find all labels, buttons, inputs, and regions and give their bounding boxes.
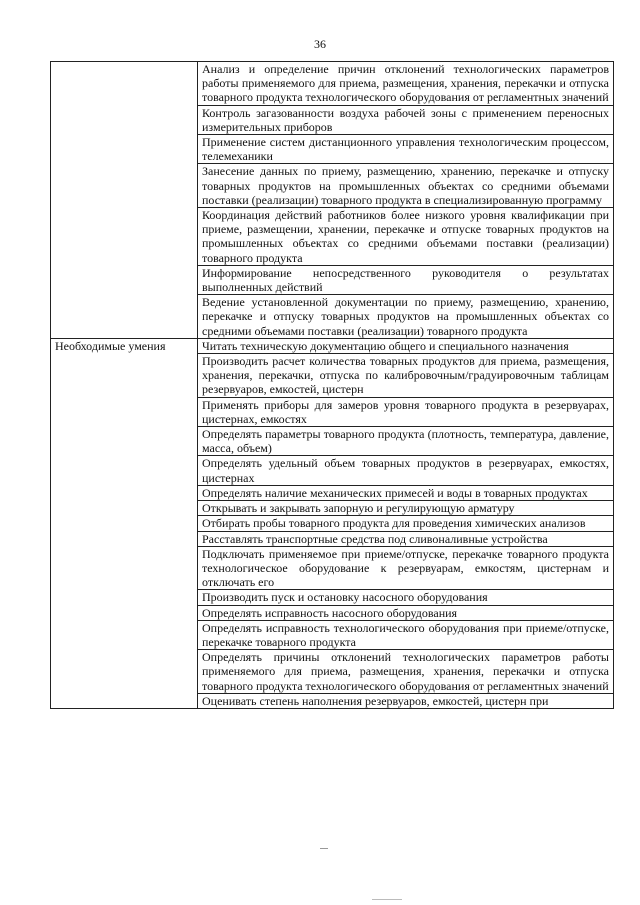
requirement-item: Читать техническую документацию общего и специального назначения bbox=[198, 338, 614, 353]
scan-mark bbox=[320, 848, 328, 849]
requirement-item: Применение систем дистанционного управления технологическим процессом, телемеханики bbox=[198, 135, 614, 164]
section-label bbox=[51, 62, 198, 339]
requirement-item: Занесение данных по приему, размещению, хранению, перекачке и отпуску товарных продуктов на промышленных объектах со средними объемами поставки (реализации) товарного продукта в специализированную программу bbox=[198, 164, 614, 208]
page-number: 36 bbox=[314, 37, 326, 51]
section-label: Необходимые умения bbox=[51, 338, 198, 708]
requirement-item: Отбирать пробы товарного продукта для проведения химических анализов bbox=[198, 516, 614, 531]
table-body bbox=[51, 62, 614, 709]
requirement-item: Оценивать степень наполнения резервуаров, емкостей, цистерн при bbox=[198, 693, 614, 708]
requirement-item: Координация действий работников более низкого уровня квалификации при приеме, размещении, хранении, перекачке и отпуске товарных продуктов на промышленных объектах со средними объемами поставки (реализации) товарного продукта bbox=[198, 208, 614, 266]
requirement-item: Информирование непосредственного руководителя о результатах выполненных действий bbox=[198, 265, 614, 294]
requirement-item: Открывать и закрывать запорную и регулирующую арматуру bbox=[198, 501, 614, 516]
requirement-item: Определять исправность насосного оборудования bbox=[198, 605, 614, 620]
requirement-item: Определять параметры товарного продукта (плотность, температура, давление, масса, объем) bbox=[198, 427, 614, 456]
table-row bbox=[51, 62, 614, 106]
requirement-item: Определять наличие механических примесей и воды в товарных продуктах bbox=[198, 485, 614, 500]
requirement-item: Контроль загазованности воздуха рабочей зоны с применением переносных измерительных приборов bbox=[198, 105, 614, 134]
requirement-item: Анализ и определение причин отклонений технологических параметров работы применяемого для приема, размещения, хранения, перекачки и отпуска товарного продукта технологического оборудования от регламентных значений bbox=[198, 62, 614, 106]
requirements-table bbox=[50, 61, 614, 709]
requirement-item: Производить пуск и остановку насосного оборудования bbox=[198, 590, 614, 605]
scan-mark bbox=[372, 899, 402, 900]
requirement-item: Определять исправность технологического оборудования при приеме/отпуске, перекачке товарного продукта bbox=[198, 620, 614, 649]
requirement-item: Определять удельный объем товарных продуктов в резервуарах, емкостях, цистернах bbox=[198, 456, 614, 485]
requirement-item: Расставлять транспортные средства под сливоналивные устройства bbox=[198, 531, 614, 546]
requirement-item: Производить расчет количества товарных продуктов для приема, размещения, хранения, перекачки, отпуска по калибровочным/градуировочным таблицам резервуаров, емкостей, цистерн bbox=[198, 354, 614, 398]
requirement-item: Подключать применяемое при приеме/отпуске, перекачке товарного продукта технологическое оборудование к резервуарам, емкостям, цистернам и отключать его bbox=[198, 546, 614, 590]
requirement-item: Ведение установленной документации по приему, размещению, хранению, перекачке и отпуску товарных продуктов на промышленных объектах со средними объемами поставки (реализации) товарного продукта bbox=[198, 295, 614, 339]
requirement-item: Применять приборы для замеров уровня товарного продукта в резервуарах, цистернах, емкостях bbox=[198, 397, 614, 426]
requirement-item: Определять причины отклонений технологических параметров работы применяемого для приема, размещения, хранения, перекачки и отпуска товарного продукта технологического оборудования от регламентных значений bbox=[198, 650, 614, 694]
table-row bbox=[51, 338, 614, 353]
